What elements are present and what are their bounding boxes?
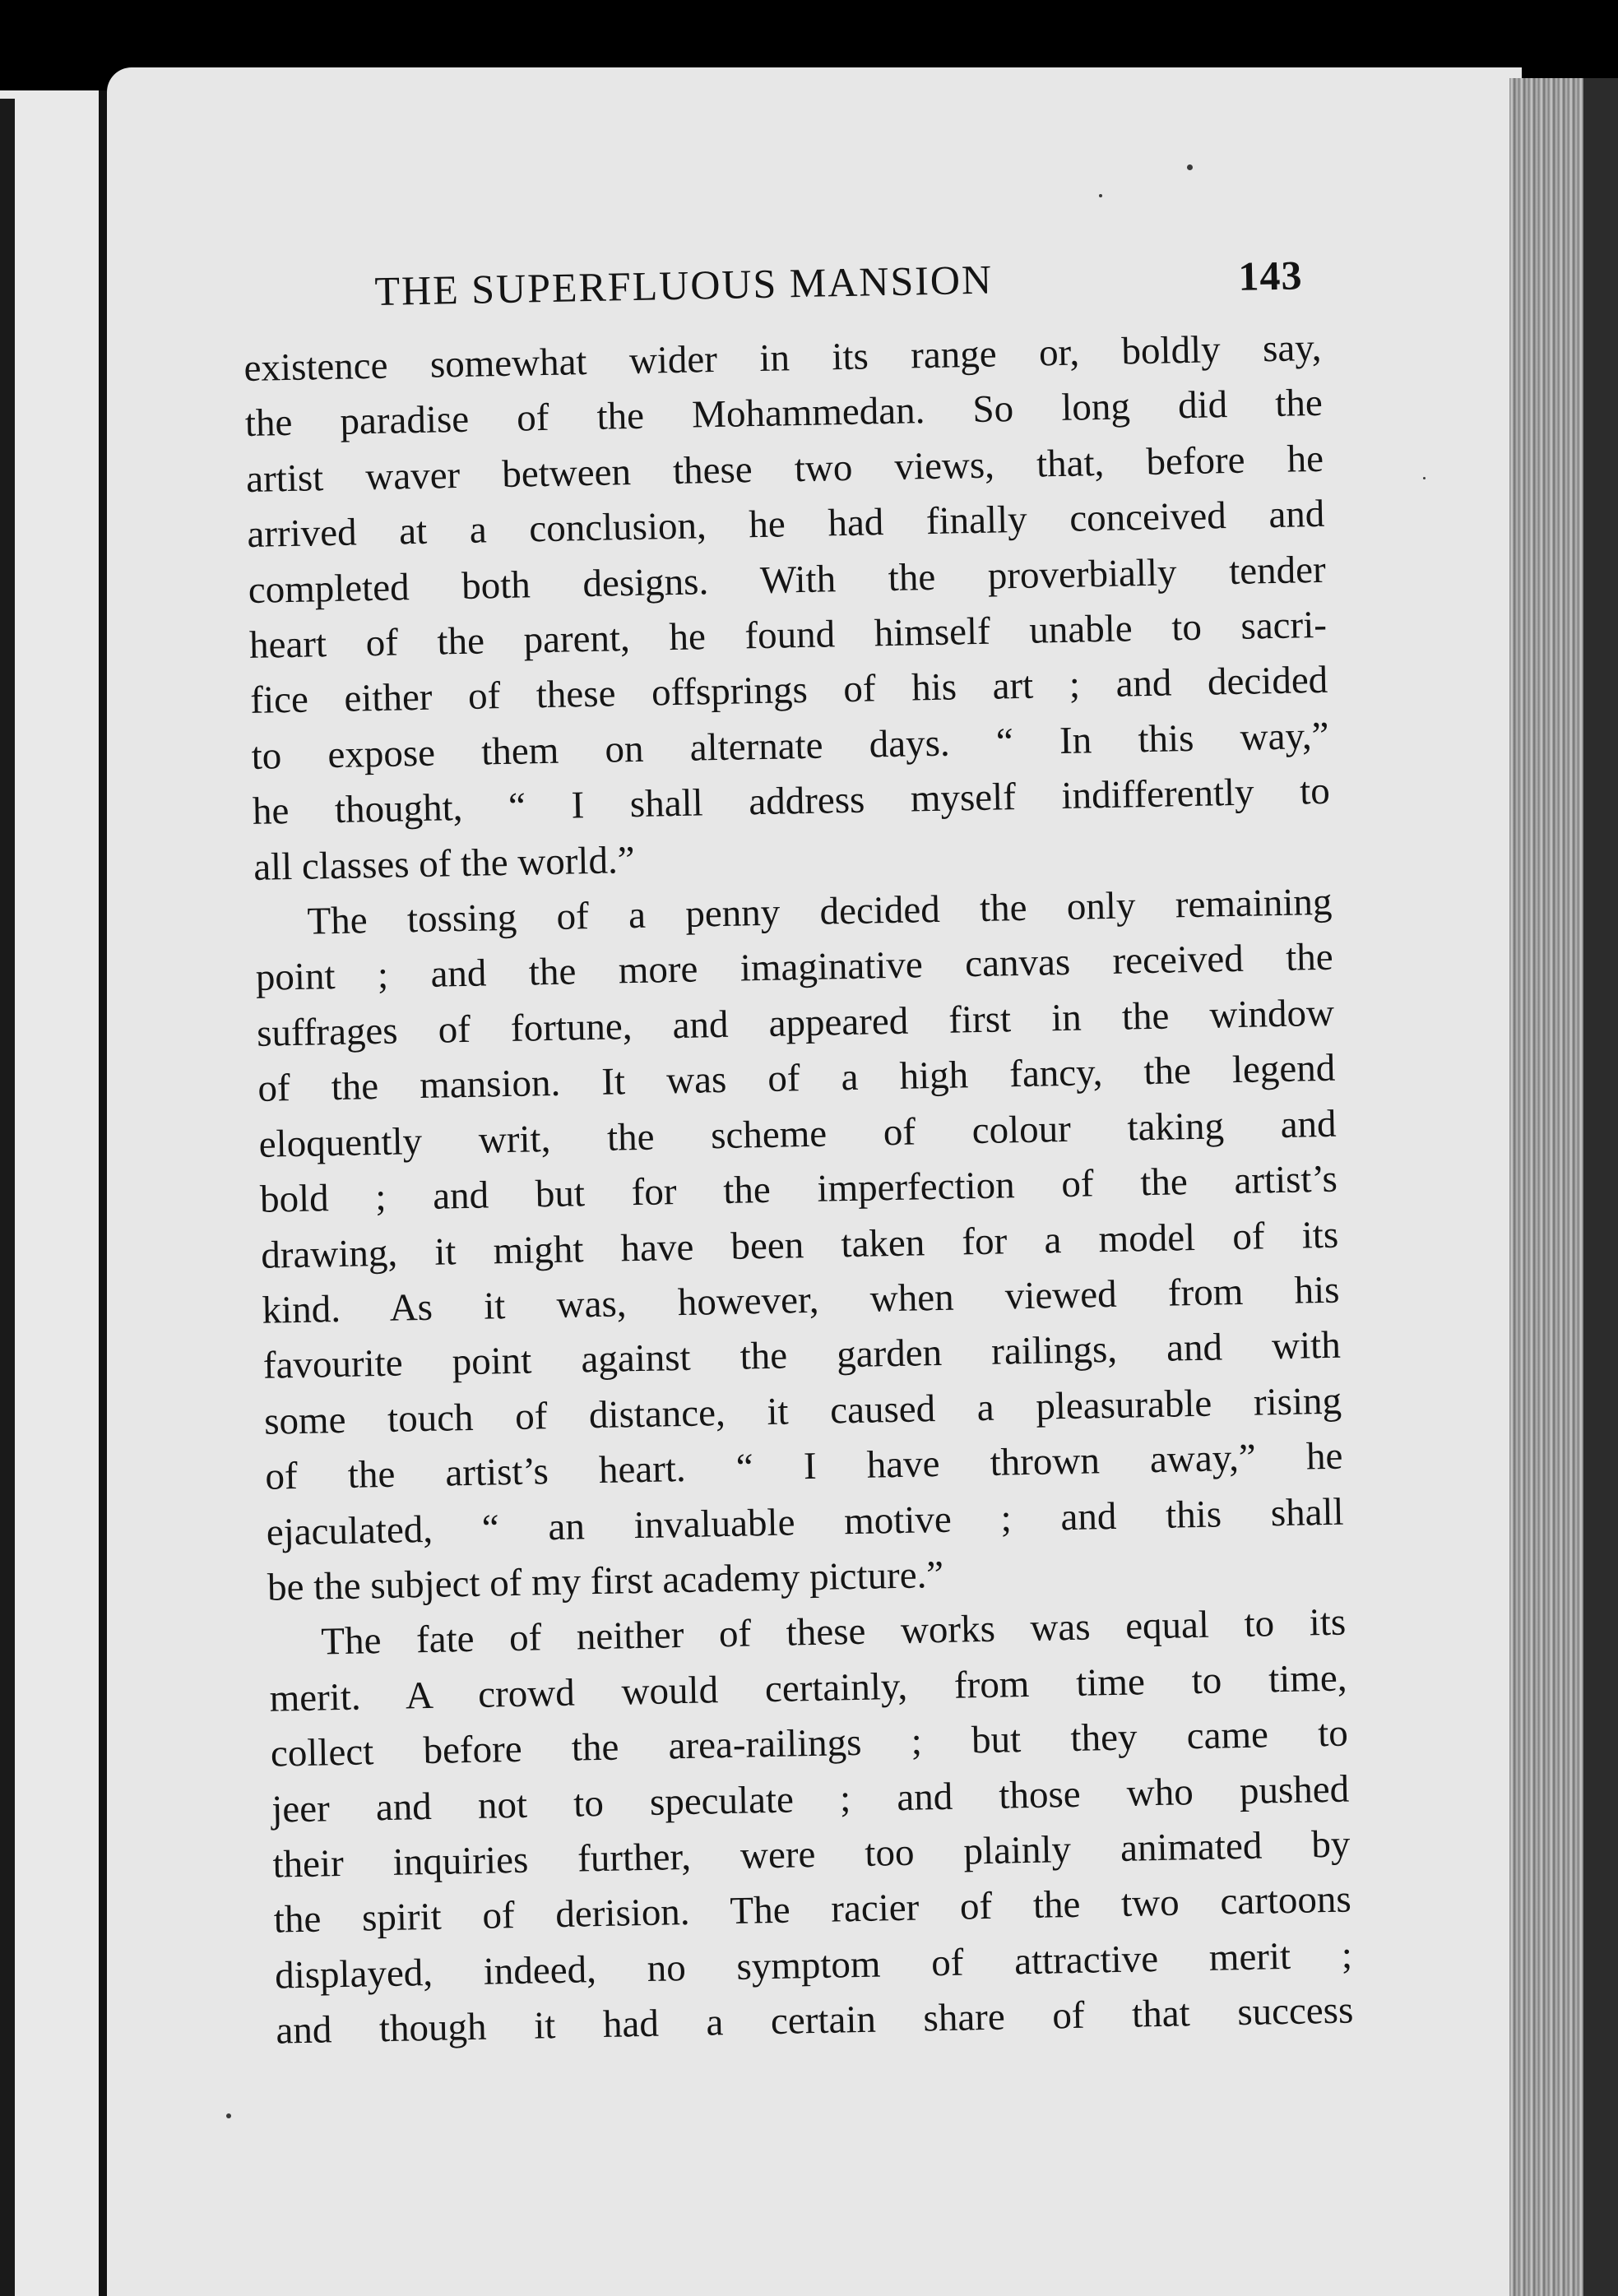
- text-line: collect before the area-railings ; but they came to: [270, 1711, 1349, 1775]
- text-line: eloquently writ, the scheme of colour taking and: [258, 1102, 1338, 1166]
- text-line: their inquiries further, were too plainly animated by: [272, 1822, 1351, 1886]
- ink-speck: [226, 2113, 231, 2118]
- text-line: existence somewhat wider in its range or, boldly say,: [243, 326, 1322, 390]
- text-line: favourite point against the garden railings, and with: [262, 1323, 1342, 1388]
- text-line: bold ; and but for the imperfection of the artist’s: [259, 1157, 1338, 1221]
- page-number: 143: [1237, 252, 1303, 299]
- text-line: ejaculated, “ an invaluable motive ; and this shall: [266, 1490, 1345, 1554]
- text-line: be the subject of my first academy picture.”: [267, 1553, 944, 1609]
- text-line: the spirit of derision. The racier of the two cartoons: [273, 1877, 1352, 1942]
- text-line: of the artist’s heart. “ I have thrown away,” he: [265, 1434, 1343, 1498]
- text-line: drawing, it might have been taken for a model of its: [260, 1213, 1339, 1277]
- text-line: displayed, indeed, no symptom of attractive merit ;: [274, 1933, 1353, 1997]
- text-line: kind. As it was, however, when viewed from his: [262, 1268, 1340, 1332]
- left-binding-shadow: [0, 99, 15, 2296]
- text-line: completed both designs. With the proverbially tender: [248, 548, 1327, 612]
- text-line: of the mansion. It was of a high fancy, the legend: [257, 1046, 1336, 1111]
- text-line: and though it had a certain share of that success: [275, 1988, 1354, 2053]
- text-line: to expose them on alternate days. “ In this way,”: [251, 714, 1329, 778]
- ink-speck: [1187, 164, 1193, 170]
- text-line: the paradise of the Mohammedan. So long did the: [244, 382, 1324, 446]
- ink-speck: [1423, 477, 1426, 479]
- text-line: heart of the parent, he found himself unable to sacri-: [248, 603, 1328, 667]
- text-line: all classes of the world.”: [253, 838, 636, 889]
- text-line: suffrages of fortune, and appeared first in the window: [256, 991, 1335, 1055]
- text-line: point ; and the more imaginative canvas received the: [255, 936, 1334, 1000]
- text-line: The fate of neither of these works was equal to its: [320, 1600, 1347, 1664]
- page-fore-edge: [1509, 78, 1583, 2296]
- text-line: jeer and not to speculate ; and those who pushed: [271, 1767, 1350, 1831]
- text-line: he thought, “ I shall address myself indifferently to: [252, 770, 1331, 834]
- page-fore-edge-shadow: [1583, 78, 1618, 2296]
- text-line: artist waver between these two views, that, before he: [245, 437, 1324, 501]
- running-title: THE SUPERFLUOUS MANSION: [374, 256, 994, 314]
- body-text: [243, 321, 1354, 2059]
- paragraph: [243, 321, 1332, 896]
- text-line: arrived at a conclusion, he had finally conceived and: [247, 493, 1325, 557]
- left-page-edge: [0, 90, 110, 2296]
- text-line: The tossing of a penny decided the only remaining: [307, 880, 1333, 943]
- text-line: merit. A crowd would certainly, from time to time,: [269, 1656, 1347, 1720]
- ink-speck: [1099, 194, 1102, 197]
- paragraph: [268, 1595, 1354, 2059]
- text-line: some touch of distance, it caused a pleasurable rising: [263, 1379, 1342, 1443]
- text-line: fice either of these offsprings of his art ; and decided: [249, 659, 1328, 723]
- paragraph: [254, 875, 1346, 1616]
